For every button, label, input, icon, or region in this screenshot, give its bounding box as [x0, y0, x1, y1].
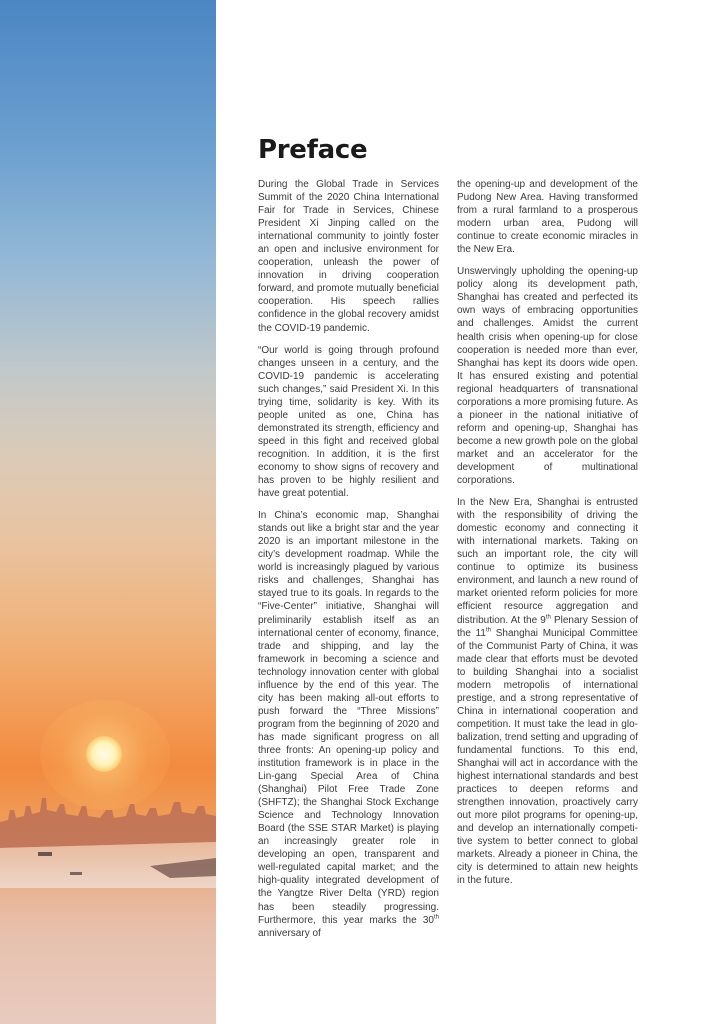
right-column [457, 178, 638, 949]
city-skyline-river [0, 796, 216, 888]
preface-header [258, 128, 638, 172]
body-columns [258, 178, 638, 949]
sunset-city-image [0, 0, 216, 1024]
paragraph: During the Global Trade in Services Summit of the 2020 China International Fair for Trade in Services, Chinese President Xi Jinping called on the international community to jointly foster an open and inclusive environment for cooperation, unleash the power of innovation in driving cooperation forward, and promote mutually beneficial cooperation. His speech rallies confidence in the global recovery amidst the COVID-19 pandemic. [258, 179, 439, 334]
paragraph: In the New Era, Shanghai is entrusted with the responsibility of driving the domestic economy and connecting it with international markets. Taking on such an important role, the city will continue to optimize its business environment, and launch a new round of market oriented reform policies for more efficient resource aggregation and distribution. At the 9th Plenary Session of the 11th Shanghai Municipal Committee of the Communist Party of China, it was made clear that efforts must be devoted to building Shanghai into a socialist modern metropolis of international prestige, and a strong representative of China in international cooperation and competition. It must take the lead in globalization, trend setting and upgrading of fundamental functions. To this end, Shanghai will act in accordance with the highest international standards and best practices to deepen reforms and strengthen innovation, proactively carry out more pilot programs for opening-up, and develop an internationally competitive system to better connect to global markets. Already a pioneer in China, the city is determined to attain new heights in the future. [457, 497, 638, 887]
sun-icon [86, 736, 122, 772]
paragraph: “Our world is going through profound changes unseen in a century, and the COVID-19 pandemic is accelerating such changes,” said President Xi. In this trying time, solidarity is key. With its people united as one, China has demonstrated its strength, efficiency and speed in this fight and received global recognition. In addition, it is the first economy to show signs of recovery and has proven to be highly resilient and have great potential. [258, 344, 439, 500]
paragraph: In China’s economic map, Shanghai stands out like a bright star and the year 2020 is an important milestone in the city’s development roadmap. While the world is increasingly plagued by various risks and challenges, Shanghai has stayed true to its goals. In regards to the “Five-Center” initiative, Shanghai will preliminarily establish itself as an international center of economy, finance, trade and shipping, and lay the framework in becoming a science and technology innovation center with global influence by the end of this year. The city has been making all-out efforts to push forward the “Three Missions” program from the beginning of 2020 and has made significant progress on all three fronts: An opening-up policy and institution framework is in place in the Lin-gang Special Area of China (Shanghai) Pilot Free Trade Zone (SHFTZ); the Shanghai Stock Exchange Science and Technology Innovation Board (the SSE STAR Market) is playing an increasingly greater role in developing an open, transparent and well-regulated capital market; and the high-quality integrated development of the Yangtze River Delta (YRD) region has been steadily progressing. Furthermore, this year marks the 30th anniversary of [258, 510, 439, 939]
paragraph: Unswervingly upholding the opening-up policy along its development path, Shanghai has created and perfected its own ways of embracing opportunities and challenges. Amidst the current health crisis when opening-up for close cooperation is needed more than ever, Shanghai has kept its doors wide open. It has ensured existing and potential regional headquarters of transnational corporations a more promising future. As a pioneer in the national initiative of reform and opening-up, Shanghai has become a new growth pole on the global market and an accelerator for the development of multinational corporations. [457, 266, 638, 487]
page-title: Preface [258, 135, 368, 165]
left-column [258, 178, 439, 949]
paragraph: the opening-up and development of the Pudong New Area. Having transformed from a rural farmland to a prosperous modern urban area, Pudong will continue to create economic miracles in the New Era. [457, 179, 638, 256]
